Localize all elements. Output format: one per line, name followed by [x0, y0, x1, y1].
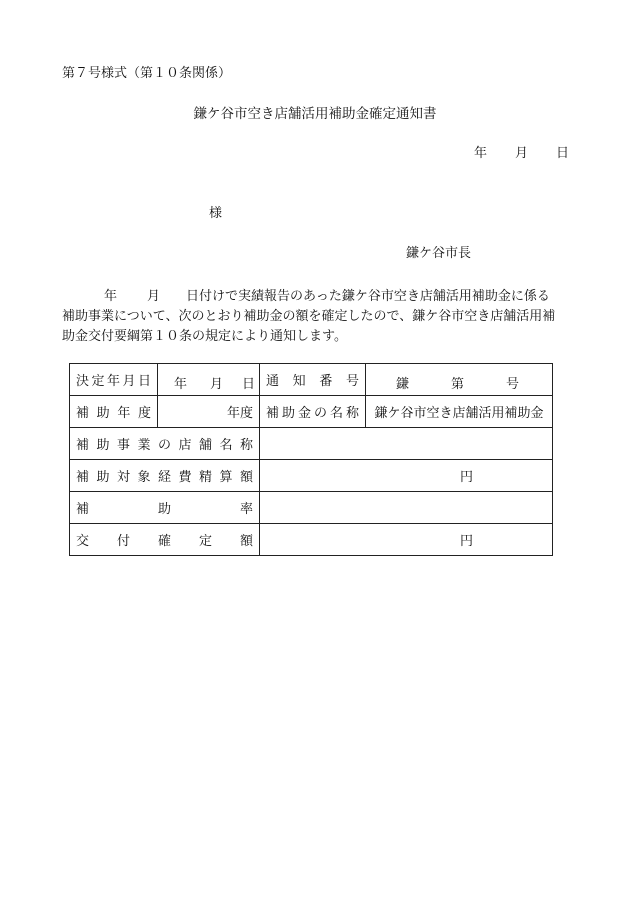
decision-month: 月	[210, 377, 224, 392]
settled-expense-unit: 円	[460, 470, 474, 485]
body-line-1	[62, 287, 572, 307]
settled-expense-label: 補助対象経費精算額	[70, 460, 260, 492]
decision-date-value	[158, 364, 260, 396]
body-line-1-text: 日付けで実績報告のあった鎌ケ谷市空き店舗活用補助金に係る	[186, 289, 550, 304]
decision-year: 年	[174, 377, 188, 392]
body-line-2: 補助事業について、次のとおり補助金の額を確定したので、鎌ケ谷市空き店舗活用補	[62, 309, 556, 324]
notice-number-suffix: 号	[506, 377, 520, 392]
store-name-value	[260, 428, 553, 460]
table-row	[70, 428, 553, 460]
date-month-label: 月	[515, 146, 529, 161]
table-row	[70, 396, 553, 428]
decision-date-label: 決定年月日	[70, 364, 158, 396]
subsidy-name-value: 鎌ケ谷市空き店舗活用補助金	[366, 396, 553, 428]
grant-amount-value	[260, 524, 553, 556]
notice-number-prefix: 鎌	[396, 377, 410, 392]
grant-amount-unit: 円	[460, 534, 474, 549]
body-month: 月	[147, 289, 161, 304]
body-year: 年	[104, 289, 118, 304]
summary-table	[69, 363, 553, 556]
date-day-label: 日	[556, 146, 570, 161]
fiscal-year-label: 補助年度	[70, 396, 158, 428]
table-row	[70, 492, 553, 524]
date-year-label: 年	[474, 146, 488, 161]
subsidy-name-label: 補助金の名称	[260, 396, 366, 428]
fiscal-year-value: 年度	[158, 396, 260, 428]
store-name-label: 補助事業の店舗名称	[70, 428, 260, 460]
notice-number-label: 通知番号	[260, 364, 366, 396]
body-line-3: 助金交付要綱第１０条の規定により通知します。	[62, 329, 347, 344]
decision-day: 日	[242, 377, 256, 392]
addressee-honorific: 様	[209, 206, 223, 221]
subsidy-rate-value	[260, 492, 553, 524]
notice-body	[62, 287, 572, 347]
table-row	[70, 524, 553, 556]
issuer-name: 鎌ケ谷市長	[406, 246, 472, 261]
notice-number-value	[366, 364, 553, 396]
notice-number-mid: 第	[451, 377, 465, 392]
form-number: 第７号様式（第１０条関係）	[62, 66, 232, 81]
table-row	[70, 364, 553, 396]
table-row	[70, 460, 553, 492]
document-title: 鎌ケ谷市空き店舗活用補助金確定通知書	[193, 106, 437, 122]
subsidy-rate-label: 補助率	[70, 492, 260, 524]
grant-amount-label: 交付確定額	[70, 524, 260, 556]
settled-expense-value	[260, 460, 553, 492]
